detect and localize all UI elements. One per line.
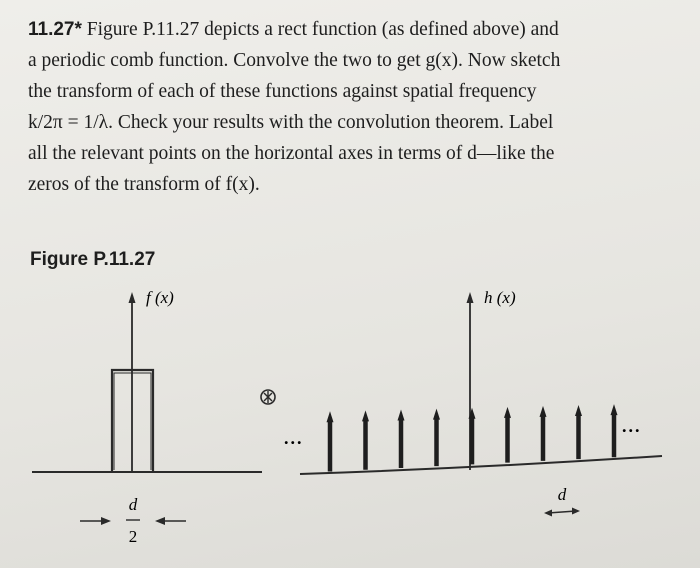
problem-line-6: zeros of the transform of f(x). (28, 174, 260, 195)
width-arrow-left-head (101, 517, 111, 525)
comb-spacing-label: d (557, 485, 567, 504)
rect-width-numerator: d (128, 495, 138, 514)
problem-line-3: the transform of each of these functions against spatial frequency (28, 81, 537, 102)
rect-function-plot (32, 288, 262, 546)
problem-line-2: a periodic comb function. Convolve the two to get g(x). Now sketch (28, 50, 561, 71)
comb-spike (540, 406, 547, 461)
comb-spike (398, 409, 405, 467)
problem-line-1-text: Figure P.11.27 depicts a rect function (as defined above) and (81, 19, 559, 40)
problem-number: 11.27* (28, 19, 82, 40)
rect-width-denominator: 2 (128, 527, 138, 546)
problem-line-4: k/2π = 1/λ. Check your results with the convolution theorem. Label (28, 112, 554, 133)
f-axis-label: f (x) (146, 288, 174, 307)
comb-spike (327, 411, 334, 471)
comb-spike (611, 404, 618, 457)
ellipsis-right: ... (622, 416, 642, 436)
comb-spike (362, 410, 369, 469)
comb-spacing-arrow-left-head (544, 510, 552, 517)
h-horizontal-axis (300, 456, 662, 474)
figure-title: Figure P.11.27 (30, 249, 156, 270)
convolution-operator (261, 390, 275, 404)
comb-spike (504, 407, 511, 463)
comb-spike (575, 405, 582, 459)
comb-function-plot (284, 288, 662, 517)
f-axis-arrowhead (129, 292, 136, 303)
comb-spacing-arrow-right-head (572, 508, 580, 515)
problem-line-5: all the relevant points on the horizontal axes in terms of d—like the (28, 143, 555, 164)
comb-spacing-arrow (548, 511, 576, 513)
width-arrow-right-head (155, 517, 165, 525)
ellipsis-left: ... (284, 428, 304, 448)
h-axis-arrowhead (467, 292, 474, 303)
h-axis-label: h (x) (484, 288, 516, 307)
comb-spike (433, 409, 440, 467)
